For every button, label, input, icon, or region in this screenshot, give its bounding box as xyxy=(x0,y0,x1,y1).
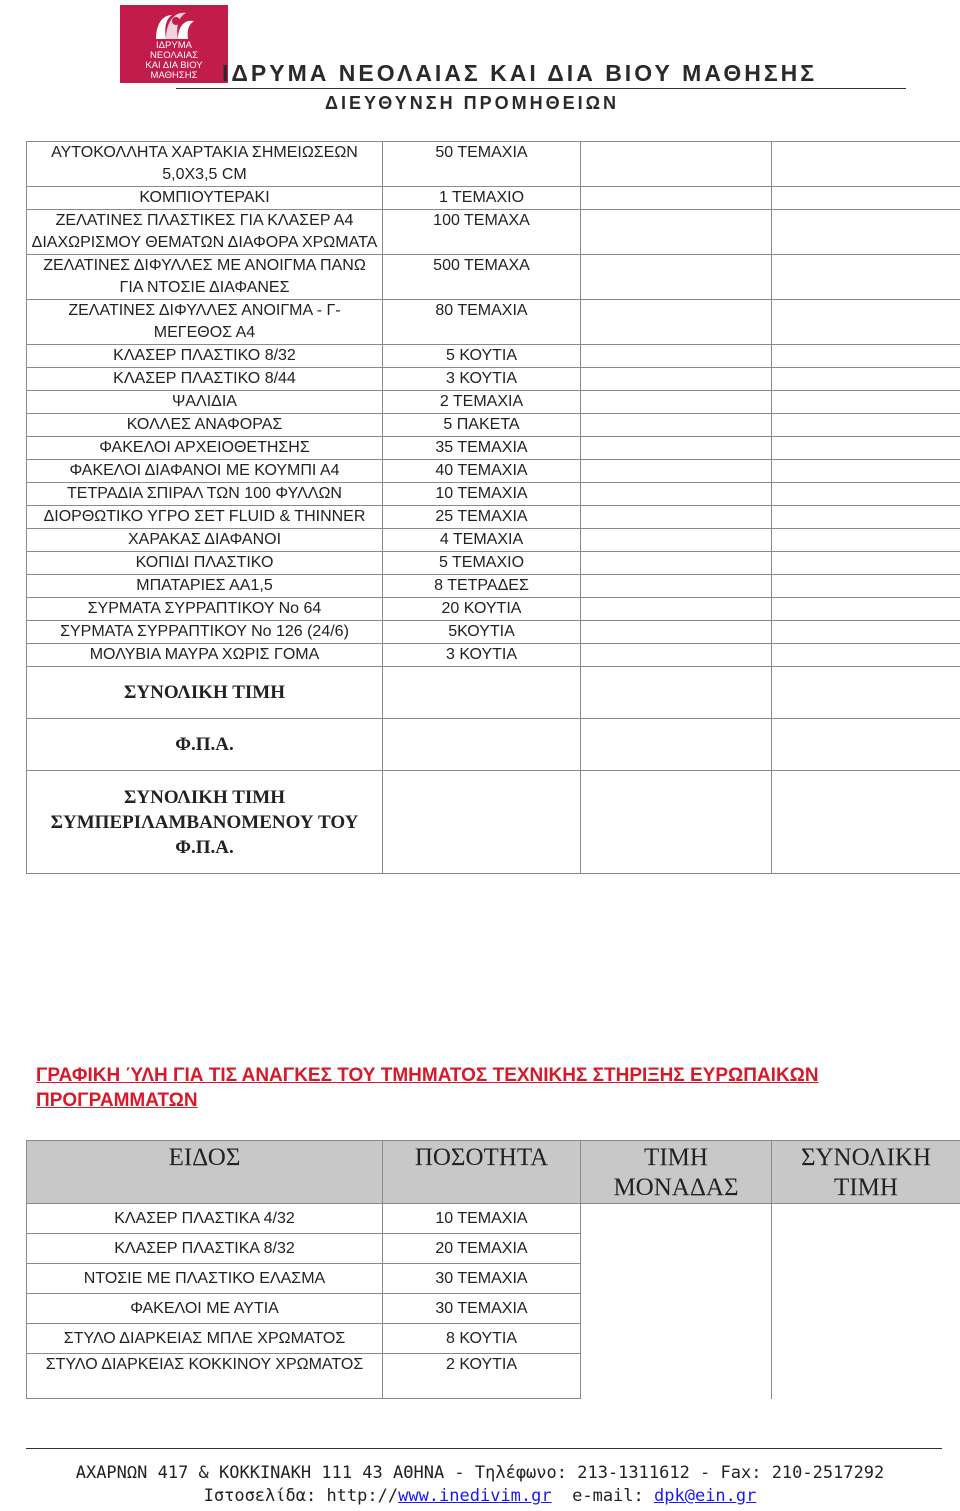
table-row xyxy=(27,391,960,414)
technical-support-table-body xyxy=(27,1141,960,1399)
item-cell: ΣΥΡΜΑΤΑ ΣΥΡΡΑΠΤΙΚΟΥ Νο 64 xyxy=(27,598,383,621)
website-label: Ιστοσελίδα: http:// xyxy=(203,1486,399,1506)
total-price-cell xyxy=(772,552,960,575)
table-row xyxy=(27,437,960,460)
item-cell: ΚΛΑΣΕΡ ΠΛΑΣΤΙΚΟ 8/32 xyxy=(27,345,383,368)
unit-price-cell xyxy=(581,391,772,414)
table-row xyxy=(27,1294,960,1324)
item-cell: ΤΕΤΡΑΔΙΑ ΣΠΙΡΑΛ ΤΩΝ 100 ΦΥΛΛΩΝ xyxy=(27,483,383,506)
total-price-cell xyxy=(772,300,960,345)
organization-name: ΙΔΡΥΜΑ ΝΕΟΛΑΙΑΣ ΚΑΙ ΔΙΑ ΒΙΟΥ ΜΑΘΗΣΗΣ xyxy=(222,60,818,86)
item-cell: ΣΤΥΛΟ ΔΙΑΡΚΕΙΑΣ ΚΟΚΚΙΝΟΥ ΧΡΩΜΑΤΟΣ xyxy=(27,1354,383,1399)
supplies-table xyxy=(26,141,960,874)
logo-line: ΚΑΙ ΔΙΑ ΒΙΟΥ xyxy=(145,60,203,71)
quantity-cell: 30 ΤΕΜΑΧΙΑ xyxy=(383,1264,581,1294)
total-price-cell xyxy=(772,1264,960,1294)
quantity-cell: 1 ΤΕΜΑΧΙΟ xyxy=(383,187,581,210)
table-row xyxy=(27,1234,960,1264)
item-cell: ΦΑΚΕΛΟΙ ΑΡΧΕΙΟΘΕΤΗΣΗΣ xyxy=(27,437,383,460)
total-price-cell xyxy=(772,575,960,598)
unit-price-cell xyxy=(581,1324,772,1354)
logo-line: ΙΔΡΥΜΑ xyxy=(156,40,192,51)
table-row xyxy=(27,187,960,210)
quantity-cell: 10 ΤΕΜΑΧΙΑ xyxy=(383,483,581,506)
quantity-cell: 8 ΤΕΤΡΑΔΕΣ xyxy=(383,575,581,598)
table-row xyxy=(27,414,960,437)
quantity-cell: 5 ΠΑΚΕΤΑ xyxy=(383,414,581,437)
item-cell: ΧΑΡΑΚΑΣ ΔΙΑΦΑΝΟΙ xyxy=(27,529,383,552)
table-row xyxy=(27,368,960,391)
total-price-cell xyxy=(581,667,772,719)
vat-row xyxy=(27,719,960,771)
unit-price-cell xyxy=(581,529,772,552)
total-price-cell xyxy=(772,255,960,300)
unit-price-cell xyxy=(581,300,772,345)
table-row xyxy=(27,1324,960,1354)
total-incl-vat-cell xyxy=(581,771,772,874)
item-cell: ΚΛΑΣΕΡ ΠΛΑΣΤΙΚΟ 8/44 xyxy=(27,368,383,391)
total-price-cell xyxy=(772,187,960,210)
unit-price-cell xyxy=(581,621,772,644)
logo-line: ΝΕΟΛΑΙΑΣ xyxy=(150,50,198,61)
unit-price-cell xyxy=(581,368,772,391)
quantity-cell: 25 ΤΕΜΑΧΙΑ xyxy=(383,506,581,529)
table-row xyxy=(27,300,960,345)
quantity-cell: 500 ΤΕΜΑΧΑ xyxy=(383,255,581,300)
item-cell: ΚΟΜΠΙΟΥΤΕΡΑΚΙ xyxy=(27,187,383,210)
total-price-cell xyxy=(772,1204,960,1234)
unit-price-cell xyxy=(581,460,772,483)
logo-wordmark xyxy=(120,41,228,81)
email-label: e-mail: xyxy=(572,1486,644,1506)
unit-price-cell xyxy=(581,1234,772,1264)
unit-price-cell xyxy=(581,506,772,529)
people-silhouettes-icon xyxy=(152,9,196,41)
organization-logo xyxy=(120,5,228,83)
item-cell: ΖΕΛΑΤΙΝΕΣ ΔΙΦΥΛΛΕΣ ΑΝΟΙΓΜΑ - Γ- ΜΕΓΕΘΟΣ Α4 xyxy=(27,300,383,345)
unit-price-cell xyxy=(581,575,772,598)
table-row xyxy=(27,460,960,483)
table-row xyxy=(27,529,960,552)
footer-contact xyxy=(0,1486,960,1506)
item-cell: ΚΛΑΣΕΡ ΠΛΑΣΤΙΚΑ 4/32 xyxy=(27,1204,383,1234)
unit-price-cell xyxy=(581,644,772,667)
table-row xyxy=(27,1264,960,1294)
website-link[interactable]: www.inedivim.gr xyxy=(398,1486,552,1506)
total-price-cell xyxy=(772,437,960,460)
section-heading: ΓΡΑΦΙΚΗ ΎΛΗ ΓΙΑ ΤΙΣ ΑΝΑΓΚΕΣ ΤΟΥ ΤΜΗΜΑΤΟΣ ΤΕΧΝΙΚΗΣ ΣΤΗΡΙΞΗΣ ΕΥΡΩΠΑΙΚΩΝ ΠΡΟΓΡΑΜΜΑΤΩΝ xyxy=(36,1065,819,1111)
unit-price-cell xyxy=(581,187,772,210)
total-price-cell xyxy=(772,506,960,529)
total-incl-vat-label: ΣΥΝΟΛΙΚΗ ΤΙΜΗ ΣΥΜΠΕΡΙΛΑΜΒΑΝΟΜΕΝΟΥ ΤΟΥ Φ.Π.Α. xyxy=(27,771,383,874)
table-row xyxy=(27,598,960,621)
item-cell: ΣΥΡΜΑΤΑ ΣΥΡΡΑΠΤΙΚΟΥ Νο 126 (24/6) xyxy=(27,621,383,644)
total-price-row xyxy=(27,667,960,719)
total-price-cell xyxy=(772,460,960,483)
item-cell: ΑΥΤΟΚΟΛΛΗΤΑ ΧΑΡΤΑΚΙΑ ΣΗΜΕΙΩΣΕΩΝ 5,0Χ3,5 CM xyxy=(27,142,383,187)
quantity-cell: 5 ΚΟΥΤΙΑ xyxy=(383,345,581,368)
header-total: ΣΥΝΟΛΙΚΗ ΤΙΜΗ xyxy=(772,1141,960,1204)
table-row xyxy=(27,345,960,368)
table-row xyxy=(27,1204,960,1234)
item-cell: ΔΙΟΡΘΩΤΙΚΟ ΥΓΡΟ ΣΕΤ FLUID & THINNER xyxy=(27,506,383,529)
total-incl-vat-row xyxy=(27,771,960,874)
table-row xyxy=(27,644,960,667)
technical-support-supplies-table xyxy=(26,1140,960,1399)
quantity-cell: 5 ΤΕΜΑΧΙΟ xyxy=(383,552,581,575)
quantity-cell: 20 ΚΟΥΤΙΑ xyxy=(383,598,581,621)
footer-divider xyxy=(26,1448,942,1449)
unit-price-cell xyxy=(581,598,772,621)
total-price-label: ΣΥΝΟΛΙΚΗ ΤΙΜΗ xyxy=(27,667,383,719)
total-price-cell xyxy=(772,1234,960,1264)
quantity-cell: 40 ΤΕΜΑΧΙΑ xyxy=(383,460,581,483)
table-row xyxy=(27,621,960,644)
table-row xyxy=(27,255,960,300)
total-price-cell xyxy=(772,483,960,506)
unit-price-cell xyxy=(581,552,772,575)
item-cell: ΜΠΑΤΑΡΙΕΣ ΑΑ1,5 xyxy=(27,575,383,598)
unit-price-cell xyxy=(581,255,772,300)
quantity-cell: 35 ΤΕΜΑΧΙΑ xyxy=(383,437,581,460)
header-quantity: ΠΟΣΟΤΗΤΑ xyxy=(383,1141,581,1204)
total-price-cell xyxy=(772,345,960,368)
header-divider xyxy=(176,88,906,89)
unit-price-cell xyxy=(581,1204,772,1234)
item-cell: ΖΕΛΑΤΙΝΕΣ ΔΙΦΥΛΛΕΣ ΜΕ ΑΝΟΙΓΜΑ ΠΑΝΩ ΓΙΑ ΝΤΟΣΙΕ ΔΙΑΦΑΝΕΣ xyxy=(27,255,383,300)
item-cell: ΦΑΚΕΛΟΙ ΜΕ ΑΥΤΙΑ xyxy=(27,1294,383,1324)
unit-price-cell xyxy=(581,210,772,255)
total-price-cell xyxy=(772,368,960,391)
header-item: ΕΙΔΟΣ xyxy=(27,1141,383,1204)
logo-line: ΜΑΘΗΣΗΣ xyxy=(150,70,198,81)
vat-cell xyxy=(383,719,581,771)
item-cell: ΚΟΛΛΕΣ ΑΝΑΦΟΡΑΣ xyxy=(27,414,383,437)
quantity-cell: 2 ΤΕΜΑΧΙΑ xyxy=(383,391,581,414)
unit-price-cell xyxy=(581,414,772,437)
quantity-cell: 3 ΚΟΥΤΙΑ xyxy=(383,644,581,667)
total-price-cell xyxy=(772,391,960,414)
vat-cell xyxy=(772,719,960,771)
quantity-cell: 50 ΤΕΜΑΧΙΑ xyxy=(383,142,581,187)
vat-label: Φ.Π.Α. xyxy=(27,719,383,771)
department-name: ΔΙΕΥΘΥΝΣΗ ΠΡΟΜΗΘΕΙΩΝ xyxy=(325,93,620,113)
total-price-cell xyxy=(772,529,960,552)
quantity-cell: 2 ΚΟΥΤΙΑ xyxy=(383,1354,581,1399)
item-cell: ΜΟΛΥΒΙΑ ΜΑΥΡΑ ΧΩΡΙΣ ΓΟΜΑ xyxy=(27,644,383,667)
total-price-cell xyxy=(772,142,960,187)
quantity-cell: 10 ΤΕΜΑΧΙΑ xyxy=(383,1204,581,1234)
item-cell: ΣΤΥΛΟ ΔΙΑΡΚΕΙΑΣ ΜΠΛΕ ΧΡΩΜΑΤΟΣ xyxy=(27,1324,383,1354)
total-price-cell xyxy=(772,210,960,255)
quantity-cell: 20 ΤΕΜΑΧΙΑ xyxy=(383,1234,581,1264)
total-price-cell xyxy=(383,667,581,719)
item-cell: ΚΟΠΙΔΙ ΠΛΑΣΤΙΚΟ xyxy=(27,552,383,575)
quantity-cell: 80 ΤΕΜΑΧΙΑ xyxy=(383,300,581,345)
quantity-cell: 5ΚΟΥΤΙΑ xyxy=(383,621,581,644)
table-row xyxy=(27,483,960,506)
unit-price-cell xyxy=(581,142,772,187)
total-price-cell xyxy=(772,598,960,621)
unit-price-cell xyxy=(581,1354,772,1399)
total-price-cell xyxy=(772,644,960,667)
quantity-cell: 100 ΤΕΜΑΧΑ xyxy=(383,210,581,255)
total-price-cell xyxy=(772,1294,960,1324)
table-row xyxy=(27,575,960,598)
email-link[interactable]: dpk@ein.gr xyxy=(654,1486,757,1506)
total-price-cell xyxy=(772,667,960,719)
quantity-cell: 8 ΚΟΥΤΙΑ xyxy=(383,1324,581,1354)
item-cell: ΚΛΑΣΕΡ ΠΛΑΣΤΙΚΑ 8/32 xyxy=(27,1234,383,1264)
quantity-cell: 30 ΤΕΜΑΧΙΑ xyxy=(383,1294,581,1324)
item-cell: ΦΑΚΕΛΟΙ ΔΙΑΦΑΝΟΙ ΜΕ ΚΟΥΜΠΙ Α4 xyxy=(27,460,383,483)
supplies-table-body xyxy=(27,142,960,667)
total-price-cell xyxy=(772,1324,960,1354)
total-incl-vat-cell xyxy=(383,771,581,874)
item-cell: ΨΑΛΙΔΙΑ xyxy=(27,391,383,414)
table-row xyxy=(27,506,960,529)
table-row xyxy=(27,1354,960,1399)
footer-address: ΑΧΑΡΝΩΝ 417 & ΚΟΚΚΙΝΑΚΗ 111 43 ΑΘΗΝΑ - Τηλέφωνο: 213-1311612 - Fax: 210-2517292 xyxy=(75,1463,885,1483)
quantity-cell: 3 ΚΟΥΤΙΑ xyxy=(383,368,581,391)
table-row xyxy=(27,142,960,187)
header-unit-price: ΤΙΜΗ ΜΟΝΑΔΑΣ xyxy=(581,1141,772,1204)
vat-cell xyxy=(581,719,772,771)
table-row xyxy=(27,210,960,255)
item-cell: ΝΤΟΣΙΕ ΜΕ ΠΛΑΣΤΙΚΟ ΕΛΑΣΜΑ xyxy=(27,1264,383,1294)
table-row xyxy=(27,552,960,575)
total-price-cell xyxy=(772,621,960,644)
table-header-row xyxy=(27,1141,960,1204)
supplies-totals xyxy=(27,667,960,874)
total-price-cell xyxy=(772,414,960,437)
unit-price-cell xyxy=(581,483,772,506)
quantity-cell: 4 ΤΕΜΑΧΙΑ xyxy=(383,529,581,552)
item-cell: ΖΕΛΑΤΙΝΕΣ ΠΛΑΣΤΙΚΕΣ ΓΙΑ ΚΛΑΣΕΡ Α4 ΔΙΑΧΩΡΙΣΜΟΥ ΘΕΜΑΤΩΝ ΔΙΑΦΟΡΑ ΧΡΩΜΑΤΑ xyxy=(27,210,383,255)
unit-price-cell xyxy=(581,1294,772,1324)
unit-price-cell xyxy=(581,1264,772,1294)
unit-price-cell xyxy=(581,345,772,368)
total-price-cell xyxy=(772,1354,960,1399)
unit-price-cell xyxy=(581,437,772,460)
total-incl-vat-cell xyxy=(772,771,960,874)
